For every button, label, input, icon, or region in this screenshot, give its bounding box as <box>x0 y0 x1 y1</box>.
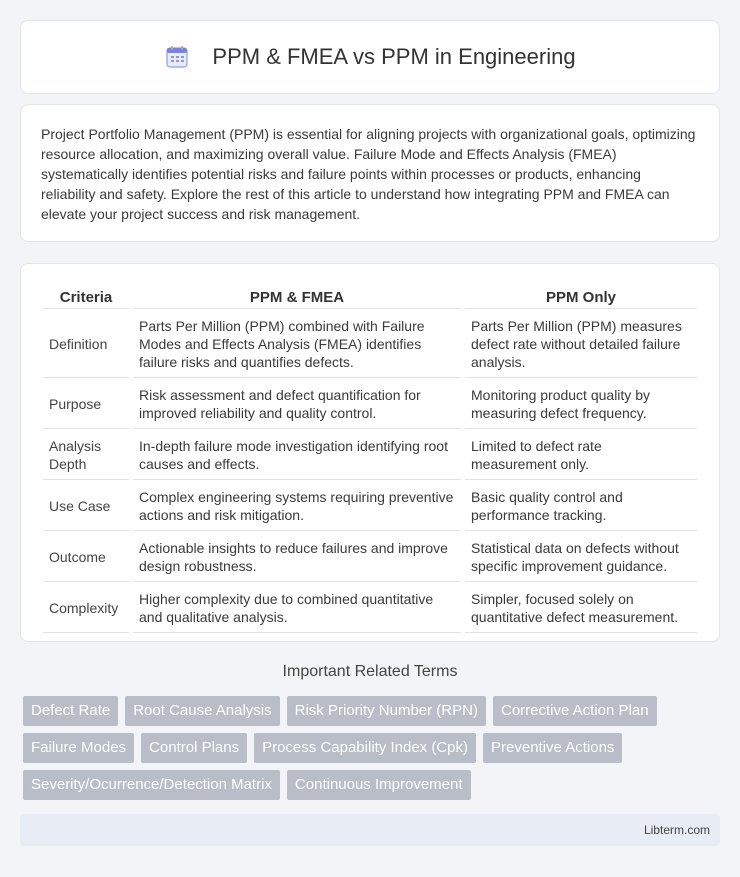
term-tag[interactable]: Severity/Ocurrence/Detection Matrix <box>23 770 280 800</box>
comparison-card <box>20 263 720 642</box>
related-terms-title: Important Related Terms <box>282 663 458 680</box>
term-tag[interactable]: Failure Modes <box>23 733 134 763</box>
term-tag[interactable]: Control Plans <box>141 733 247 763</box>
table-header-row <box>43 284 697 309</box>
ppm-only-cell: Limited to defect rate measurement only. <box>465 431 697 480</box>
criteria-cell: Outcome <box>43 533 129 582</box>
term-tag[interactable]: Corrective Action Plan <box>493 696 657 726</box>
ppm-only-cell: Statistical data on defects without specific improvement guidance. <box>465 533 697 582</box>
intro-card <box>20 104 720 242</box>
table-row <box>43 380 697 429</box>
calendar-grid-icon <box>164 44 190 70</box>
ppm-only-cell: Simpler, focused solely on quantitative defect measurement. <box>465 584 697 633</box>
title-card <box>20 20 720 94</box>
table-row <box>43 584 697 633</box>
related-terms-list <box>23 696 723 800</box>
intro-paragraph: Project Portfolio Management (PPM) is essential for aligning projects with organizational goals, optimizing resource allocation, and maximizing overall value. Failure Mode and Effects Analysis (FMEA) systematically identifies potential risks and failure points within processes or products, enhancing reliability and safety. Explore the rest of this article to understand how integrating PPM and FMEA can elevate your project success and risk management. <box>41 126 696 222</box>
header-ppm-fmea: PPM & FMEA <box>133 284 461 309</box>
term-tag[interactable]: Process Capability Index (Cpk) <box>254 733 476 763</box>
criteria-cell: Use Case <box>43 482 129 531</box>
ppm-fmea-cell: Higher complexity due to combined quantitative and qualitative analysis. <box>133 584 461 633</box>
criteria-cell: Complexity <box>43 584 129 633</box>
criteria-cell: Purpose <box>43 380 129 429</box>
ppm-only-cell: Parts Per Million (PPM) measures defect rate without detailed failure analysis. <box>465 311 697 378</box>
footer-brand-link[interactable]: Libterm.com <box>643 823 710 837</box>
footer <box>20 814 720 846</box>
comparison-table <box>39 282 701 635</box>
table-row <box>43 431 697 480</box>
term-tag[interactable]: Root Cause Analysis <box>125 696 279 726</box>
ppm-only-cell: Basic quality control and performance tracking. <box>465 482 697 531</box>
term-tag[interactable]: Risk Priority Number (RPN) <box>287 696 486 726</box>
term-tag[interactable]: Preventive Actions <box>483 733 622 763</box>
term-tag[interactable]: Continuous Improvement <box>287 770 471 800</box>
ppm-fmea-cell: In-depth failure mode investigation identifying root causes and effects. <box>133 431 461 480</box>
ppm-fmea-cell: Complex engineering systems requiring preventive actions and risk mitigation. <box>133 482 461 531</box>
header-ppm-only: PPM Only <box>465 284 697 309</box>
term-tag[interactable]: Defect Rate <box>23 696 118 726</box>
ppm-fmea-cell: Actionable insights to reduce failures and improve design robustness. <box>133 533 461 582</box>
criteria-cell: Definition <box>43 311 129 378</box>
criteria-cell: Analysis Depth <box>43 431 129 480</box>
table-row <box>43 482 697 531</box>
table-row <box>43 533 697 582</box>
table-row <box>43 311 697 378</box>
ppm-fmea-cell: Risk assessment and defect quantification for improved reliability and quality control. <box>133 380 461 429</box>
page-title: PPM & FMEA vs PPM in Engineering <box>212 44 576 69</box>
header-criteria: Criteria <box>43 284 129 309</box>
ppm-only-cell: Monitoring product quality by measuring defect frequency. <box>465 380 697 429</box>
ppm-fmea-cell: Parts Per Million (PPM) combined with Failure Modes and Effects Analysis (FMEA) identifies failure risks and quantifies defects. <box>133 311 461 378</box>
